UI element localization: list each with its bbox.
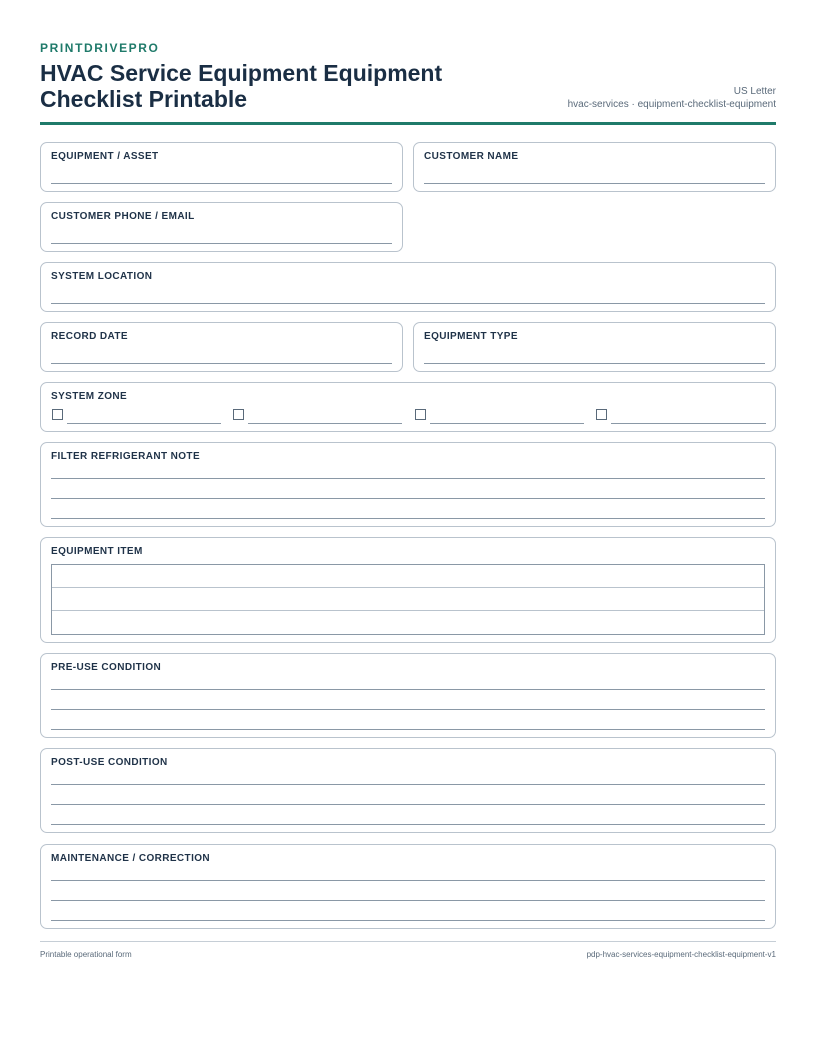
field-label: FILTER REFRIGERANT NOTE (51, 451, 201, 462)
pre-use-line-1[interactable] (51, 689, 765, 690)
field-filter-refrigerant-note (40, 442, 776, 527)
field-label: SYSTEM LOCATION (51, 271, 153, 282)
field-system-location (40, 262, 776, 312)
field-customer-name (413, 142, 776, 192)
field-post-use-condition (40, 748, 776, 833)
brand-logo-text: PRINTDRIVEPRO (40, 41, 160, 55)
record-date-input-line[interactable] (51, 363, 392, 364)
table-row[interactable] (52, 611, 764, 634)
system-location-input-line[interactable] (51, 303, 765, 304)
zone-checkbox-1[interactable] (52, 409, 63, 420)
field-label: POST-USE CONDITION (51, 757, 168, 768)
page-title: HVAC Service Equipment Equipment Checklist Printable (40, 60, 443, 112)
footer-note: Printable operational form (40, 950, 132, 959)
zone-checkbox-3[interactable] (415, 409, 426, 420)
field-customer-contact (40, 202, 403, 252)
zone-line-2[interactable] (248, 423, 402, 424)
field-record-date (40, 322, 403, 372)
page-meta (568, 85, 776, 111)
post-use-line-3[interactable] (51, 824, 765, 825)
footer-form-id: pdp-hvac-services-equipment-checklist-equipment-v1 (586, 950, 776, 959)
pre-use-line-2[interactable] (51, 709, 765, 710)
equipment-item-table (51, 564, 765, 635)
post-use-line-1[interactable] (51, 784, 765, 785)
header-divider (40, 122, 776, 125)
field-label: MAINTENANCE / CORRECTION (51, 853, 211, 864)
maintenance-line-3[interactable] (51, 920, 765, 921)
field-equipment-item (40, 537, 776, 643)
customer-name-input-line[interactable] (424, 183, 765, 184)
equipment-type-input-line[interactable] (424, 363, 765, 364)
field-pre-use-condition (40, 653, 776, 738)
post-use-line-2[interactable] (51, 804, 765, 805)
field-system-zone (40, 382, 776, 432)
paper-size: US Letter (733, 86, 776, 97)
zone-checkbox-4[interactable] (596, 409, 607, 420)
field-label: RECORD DATE (51, 331, 128, 342)
maintenance-line-2[interactable] (51, 900, 765, 901)
note-line-3[interactable] (51, 518, 765, 519)
maintenance-line-1[interactable] (51, 880, 765, 881)
zone-line-1[interactable] (67, 423, 221, 424)
pre-use-line-3[interactable] (51, 729, 765, 730)
table-row[interactable] (52, 565, 764, 588)
customer-contact-input-line[interactable] (51, 243, 392, 244)
field-label: EQUIPMENT ITEM (51, 546, 143, 557)
field-equipment-asset (40, 142, 403, 192)
field-equipment-type (413, 322, 776, 372)
zone-checkbox-2[interactable] (233, 409, 244, 420)
field-maintenance-correction (40, 844, 776, 929)
field-label: PRE-USE CONDITION (51, 662, 162, 673)
field-label: EQUIPMENT TYPE (424, 331, 518, 342)
note-line-2[interactable] (51, 498, 765, 499)
field-label: CUSTOMER NAME (424, 151, 519, 162)
field-label: SYSTEM ZONE (51, 391, 128, 402)
field-label: EQUIPMENT / ASSET (51, 151, 159, 162)
footer-divider (40, 941, 776, 942)
table-row[interactable] (52, 588, 764, 611)
form-slug: hvac-services · equipment-checklist-equipment (567, 99, 776, 110)
note-line-1[interactable] (51, 478, 765, 479)
field-label: CUSTOMER PHONE / EMAIL (51, 211, 195, 222)
zone-line-4[interactable] (611, 423, 766, 424)
zone-line-3[interactable] (430, 423, 584, 424)
equipment-asset-input-line[interactable] (51, 183, 392, 184)
